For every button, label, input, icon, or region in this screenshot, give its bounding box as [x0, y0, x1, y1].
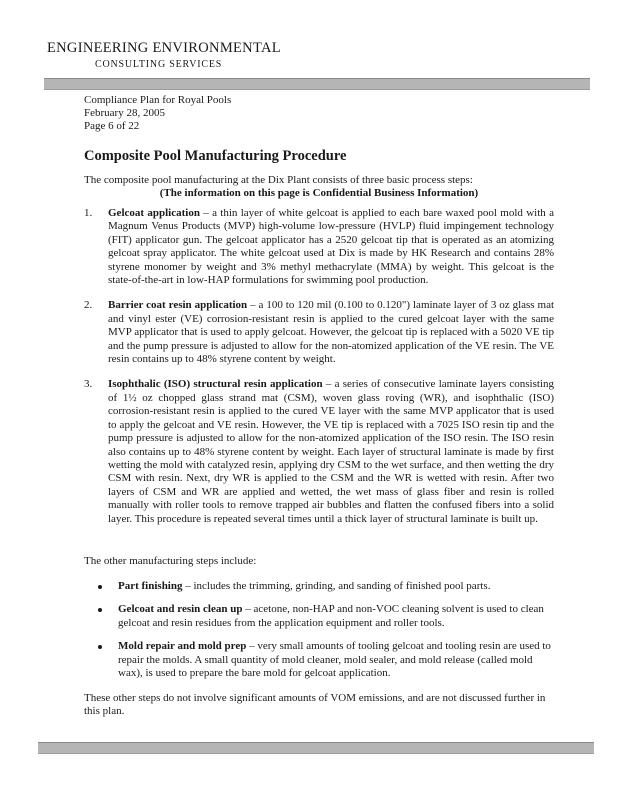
bullet-icon	[98, 645, 102, 649]
bullet-heading: Part finishing	[118, 580, 183, 592]
step-body: – a thin layer of white gelcoat is applied to each bare waxed pool mold with a Magnum Venus Products (MVP) high-volume low-pressure (HVLP) fluid impingement technology (FIT) applicator gun. The gelcoat applicator has a 2520 gelcoat tip that is operated as an atomizing gelcoat spray applicator. The white gelcoat used at Dix is made by HK Research and contains 28% styrene monomer by weight and 3% methyl methacrylate (MMA) by weight. This gelcoat is the state-of-the-art in low-HAP formulations for swimming pool production.	[108, 207, 555, 287]
process-step	[84, 299, 554, 366]
step-heading: Barrier coat resin application	[108, 299, 248, 312]
bullet-body: – acetone, non-HAP and non-VOC cleaning solvent is used to clean gelcoat and resin residues from the application equipment and roller tools.	[118, 603, 544, 629]
section-title: Composite Pool Manufacturing Procedure	[84, 148, 347, 164]
intro-paragraph	[84, 174, 554, 200]
other-steps-intro: The other manufacturing steps include:	[84, 555, 257, 567]
closing-paragraph: These other steps do not involve significant amounts of VOM emissions, and are not discussed further in this plan.	[84, 692, 546, 718]
meta-date: February 28, 2005	[84, 107, 165, 119]
bullet-heading: Gelcoat and resin clean up	[118, 603, 243, 616]
process-step	[84, 378, 554, 525]
other-steps-list	[84, 580, 554, 690]
bullet-icon	[98, 608, 102, 612]
list-item	[84, 640, 554, 680]
list-item	[84, 580, 554, 593]
company-subtitle: CONSULTING SERVICES	[95, 59, 223, 70]
bullet-body: – very small amounts of tooling gelcoat and tooling resin are used to repair the molds. A small quantity of mold cleaner, mold sealer, and mold release (called mold wax), is used to prepare the bare mold for gelcoat application.	[118, 640, 551, 680]
step-number: 1.	[84, 207, 93, 219]
confidential-notice: (The information on this page is Confidential Business Information)	[159, 187, 479, 199]
process-steps-list	[84, 207, 554, 538]
step-heading: Gelcoat application	[108, 207, 200, 219]
bullet-icon	[98, 585, 102, 589]
list-item	[84, 603, 554, 630]
meta-page-number: Page 6 of 22	[84, 120, 140, 132]
step-body: – a 100 to 120 mil (0.100 to 0.120") laminate layer of 3 oz glass mat and vinyl ester (VE) corrosion-resistant resin is applied to the cured gelcoat layer with the same MVP applicator that is used to apply gelcoat. However, the gelcoat tip is replaced with a 5020 VE tip and the pump pressure is adjusted to allow for the non-atomized application of the VE resin. The VE resin contains up to 48% styrene content by weight.	[108, 299, 555, 366]
step-number: 2.	[84, 299, 93, 312]
bullet-body: – includes the trimming, grinding, and sanding of finished pool parts.	[182, 580, 491, 592]
intro-text: The composite pool manufacturing at the Dix Plant consists of three basic process steps:	[84, 174, 473, 186]
step-heading: Isophthalic (ISO) structural resin application	[108, 378, 323, 391]
document-meta	[84, 94, 231, 133]
process-step	[84, 207, 554, 287]
company-name: ENGINEERING ENVIRONMENTAL	[47, 40, 281, 56]
bullet-heading: Mold repair and mold prep	[118, 640, 247, 653]
meta-plan-title: Compliance Plan for Royal Pools	[84, 94, 232, 106]
step-number: 3.	[84, 378, 93, 391]
header-divider	[44, 78, 590, 90]
step-body: – a series of consecutive laminate layers consisting of 1½ oz chopped glass strand mat (CSM), woven glass roving (WR), and isophthalic (ISO) corrosion-resistant resin is applied to the cured VE layer with the same MVP applicator that is used to apply the gelcoat and VE resin. However, the VE tip is replaced with a 7025 ISO resin tip and the pump pressure is adjusted to allow for the non-atomized application of the ISO resin. The ISO resin also contains up to 48% styrene content by weight. Each layer of structural laminate is made by first wetting the mold with catalyzed resin, applying dry CSM to the wet surface, and then wetting the dry CSM with resin. Next, dry WR is applied to the CSM and the WR is wetted with resin. After two layers of CSM and WR are applied and wetted, the wet mass of glass fiber and resin is rolled manually with roller tools to remove trapped air bubbles and flatten the confused fibers into a solid layer. This procedure is repeated several times until a thick layer of structural laminate is built up.	[108, 378, 554, 525]
footer-divider	[38, 742, 594, 754]
